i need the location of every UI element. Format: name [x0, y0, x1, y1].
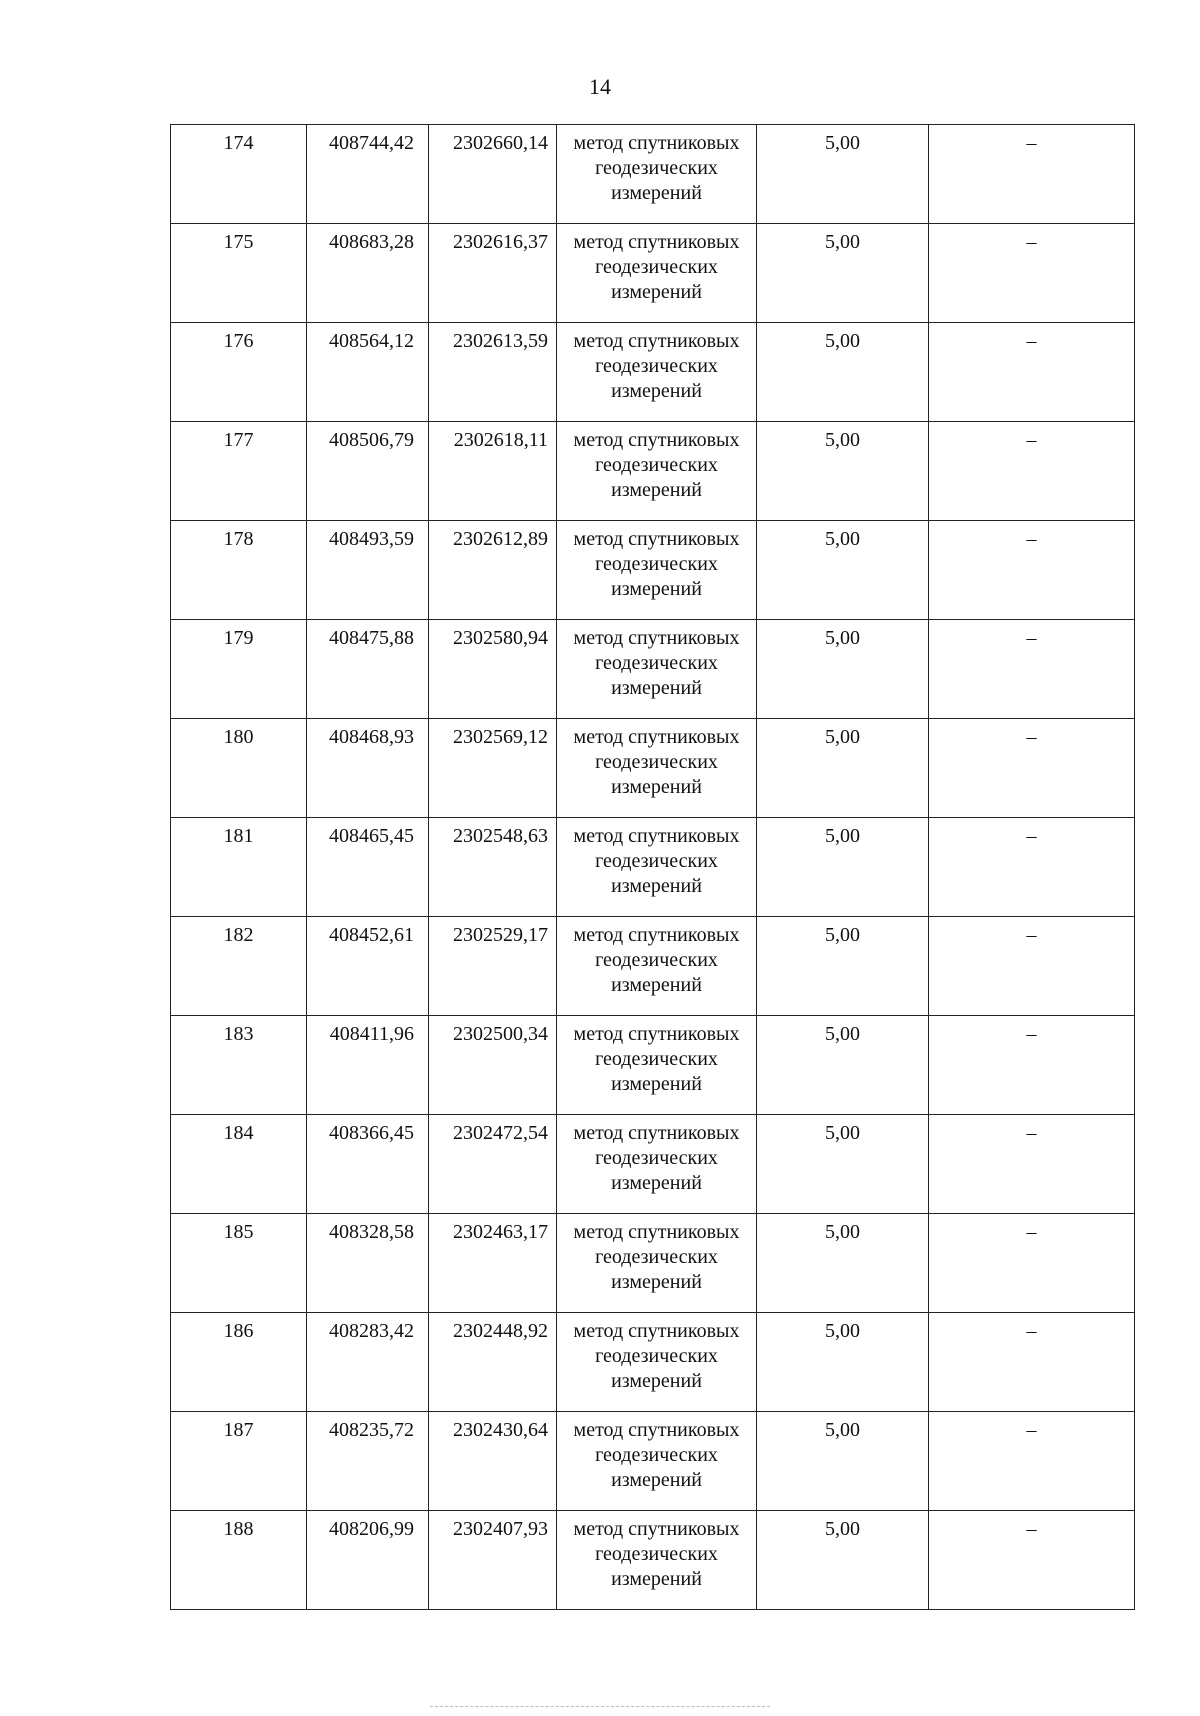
method-cell: метод спутниковых геодезических измерений: [557, 521, 757, 620]
table-row: [171, 224, 1135, 323]
y-coordinate-cell: 2302448,92: [429, 1313, 557, 1412]
note-cell: –: [929, 1412, 1135, 1511]
x-coordinate-cell: 408465,45: [307, 818, 429, 917]
x-coordinate-cell: 408475,88: [307, 620, 429, 719]
table-row: [171, 323, 1135, 422]
note-cell: –: [929, 1016, 1135, 1115]
accuracy-cell: 5,00: [757, 620, 929, 719]
table-row: [171, 1511, 1135, 1610]
table-row: [171, 818, 1135, 917]
y-coordinate-cell: 2302612,89: [429, 521, 557, 620]
y-coordinate-cell: 2302660,14: [429, 125, 557, 224]
y-coordinate-cell: 2302613,59: [429, 323, 557, 422]
method-cell: метод спутниковых геодезических измерений: [557, 917, 757, 1016]
table-row: [171, 1313, 1135, 1412]
accuracy-cell: 5,00: [757, 1016, 929, 1115]
point-number-cell: 174: [171, 125, 307, 224]
x-coordinate-cell: 408683,28: [307, 224, 429, 323]
accuracy-cell: 5,00: [757, 1313, 929, 1412]
x-coordinate-cell: 408506,79: [307, 422, 429, 521]
note-cell: –: [929, 1115, 1135, 1214]
method-cell: метод спутниковых геодезических измерений: [557, 719, 757, 818]
point-number-cell: 178: [171, 521, 307, 620]
note-cell: –: [929, 224, 1135, 323]
note-cell: –: [929, 1511, 1135, 1610]
accuracy-cell: 5,00: [757, 1214, 929, 1313]
point-number-cell: 187: [171, 1412, 307, 1511]
x-coordinate-cell: 408366,45: [307, 1115, 429, 1214]
table-row: [171, 719, 1135, 818]
method-cell: метод спутниковых геодезических измерений: [557, 323, 757, 422]
y-coordinate-cell: 2302430,64: [429, 1412, 557, 1511]
note-cell: –: [929, 620, 1135, 719]
accuracy-cell: 5,00: [757, 1115, 929, 1214]
accuracy-cell: 5,00: [757, 422, 929, 521]
x-coordinate-cell: 408206,99: [307, 1511, 429, 1610]
table-row: [171, 1115, 1135, 1214]
y-coordinate-cell: 2302463,17: [429, 1214, 557, 1313]
table-row: [171, 620, 1135, 719]
coordinates-table-body: [171, 125, 1135, 1610]
point-number-cell: 180: [171, 719, 307, 818]
point-number-cell: 179: [171, 620, 307, 719]
point-number-cell: 181: [171, 818, 307, 917]
note-cell: –: [929, 422, 1135, 521]
note-cell: –: [929, 323, 1135, 422]
note-cell: –: [929, 521, 1135, 620]
note-cell: –: [929, 1313, 1135, 1412]
scan-edge-line: [430, 1706, 770, 1707]
point-number-cell: 184: [171, 1115, 307, 1214]
method-cell: метод спутниковых геодезических измерений: [557, 1115, 757, 1214]
y-coordinate-cell: 2302618,11: [429, 422, 557, 521]
point-number-cell: 177: [171, 422, 307, 521]
accuracy-cell: 5,00: [757, 1412, 929, 1511]
y-coordinate-cell: 2302580,94: [429, 620, 557, 719]
method-cell: метод спутниковых геодезических измерений: [557, 620, 757, 719]
x-coordinate-cell: 408744,42: [307, 125, 429, 224]
point-number-cell: 183: [171, 1016, 307, 1115]
note-cell: –: [929, 818, 1135, 917]
point-number-cell: 176: [171, 323, 307, 422]
table-row: [171, 1412, 1135, 1511]
y-coordinate-cell: 2302407,93: [429, 1511, 557, 1610]
x-coordinate-cell: 408328,58: [307, 1214, 429, 1313]
point-number-cell: 188: [171, 1511, 307, 1610]
method-cell: метод спутниковых геодезических измерений: [557, 224, 757, 323]
y-coordinate-cell: 2302569,12: [429, 719, 557, 818]
method-cell: метод спутниковых геодезических измерений: [557, 1016, 757, 1115]
x-coordinate-cell: 408452,61: [307, 917, 429, 1016]
note-cell: –: [929, 125, 1135, 224]
y-coordinate-cell: 2302472,54: [429, 1115, 557, 1214]
method-cell: метод спутниковых геодезических измерений: [557, 1214, 757, 1313]
method-cell: метод спутниковых геодезических измерений: [557, 125, 757, 224]
y-coordinate-cell: 2302616,37: [429, 224, 557, 323]
x-coordinate-cell: 408493,59: [307, 521, 429, 620]
point-number-cell: 175: [171, 224, 307, 323]
method-cell: метод спутниковых геодезических измерений: [557, 1412, 757, 1511]
accuracy-cell: 5,00: [757, 1511, 929, 1610]
coordinates-table: [170, 124, 1135, 1610]
point-number-cell: 186: [171, 1313, 307, 1412]
method-cell: метод спутниковых геодезических измерений: [557, 422, 757, 521]
y-coordinate-cell: 2302500,34: [429, 1016, 557, 1115]
accuracy-cell: 5,00: [757, 125, 929, 224]
x-coordinate-cell: 408468,93: [307, 719, 429, 818]
table-row: [171, 917, 1135, 1016]
x-coordinate-cell: 408564,12: [307, 323, 429, 422]
table-row: [171, 422, 1135, 521]
x-coordinate-cell: 408235,72: [307, 1412, 429, 1511]
point-number-cell: 182: [171, 917, 307, 1016]
y-coordinate-cell: 2302548,63: [429, 818, 557, 917]
accuracy-cell: 5,00: [757, 521, 929, 620]
accuracy-cell: 5,00: [757, 917, 929, 1016]
point-number-cell: 185: [171, 1214, 307, 1313]
x-coordinate-cell: 408283,42: [307, 1313, 429, 1412]
x-coordinate-cell: 408411,96: [307, 1016, 429, 1115]
table-row: [171, 1016, 1135, 1115]
method-cell: метод спутниковых геодезических измерений: [557, 1313, 757, 1412]
table-row: [171, 125, 1135, 224]
table-row: [171, 1214, 1135, 1313]
note-cell: –: [929, 1214, 1135, 1313]
method-cell: метод спутниковых геодезических измерений: [557, 818, 757, 917]
y-coordinate-cell: 2302529,17: [429, 917, 557, 1016]
accuracy-cell: 5,00: [757, 818, 929, 917]
accuracy-cell: 5,00: [757, 323, 929, 422]
table-row: [171, 521, 1135, 620]
note-cell: –: [929, 719, 1135, 818]
accuracy-cell: 5,00: [757, 719, 929, 818]
page-number: 14: [589, 74, 611, 99]
method-cell: метод спутниковых геодезических измерений: [557, 1511, 757, 1610]
note-cell: –: [929, 917, 1135, 1016]
accuracy-cell: 5,00: [757, 224, 929, 323]
